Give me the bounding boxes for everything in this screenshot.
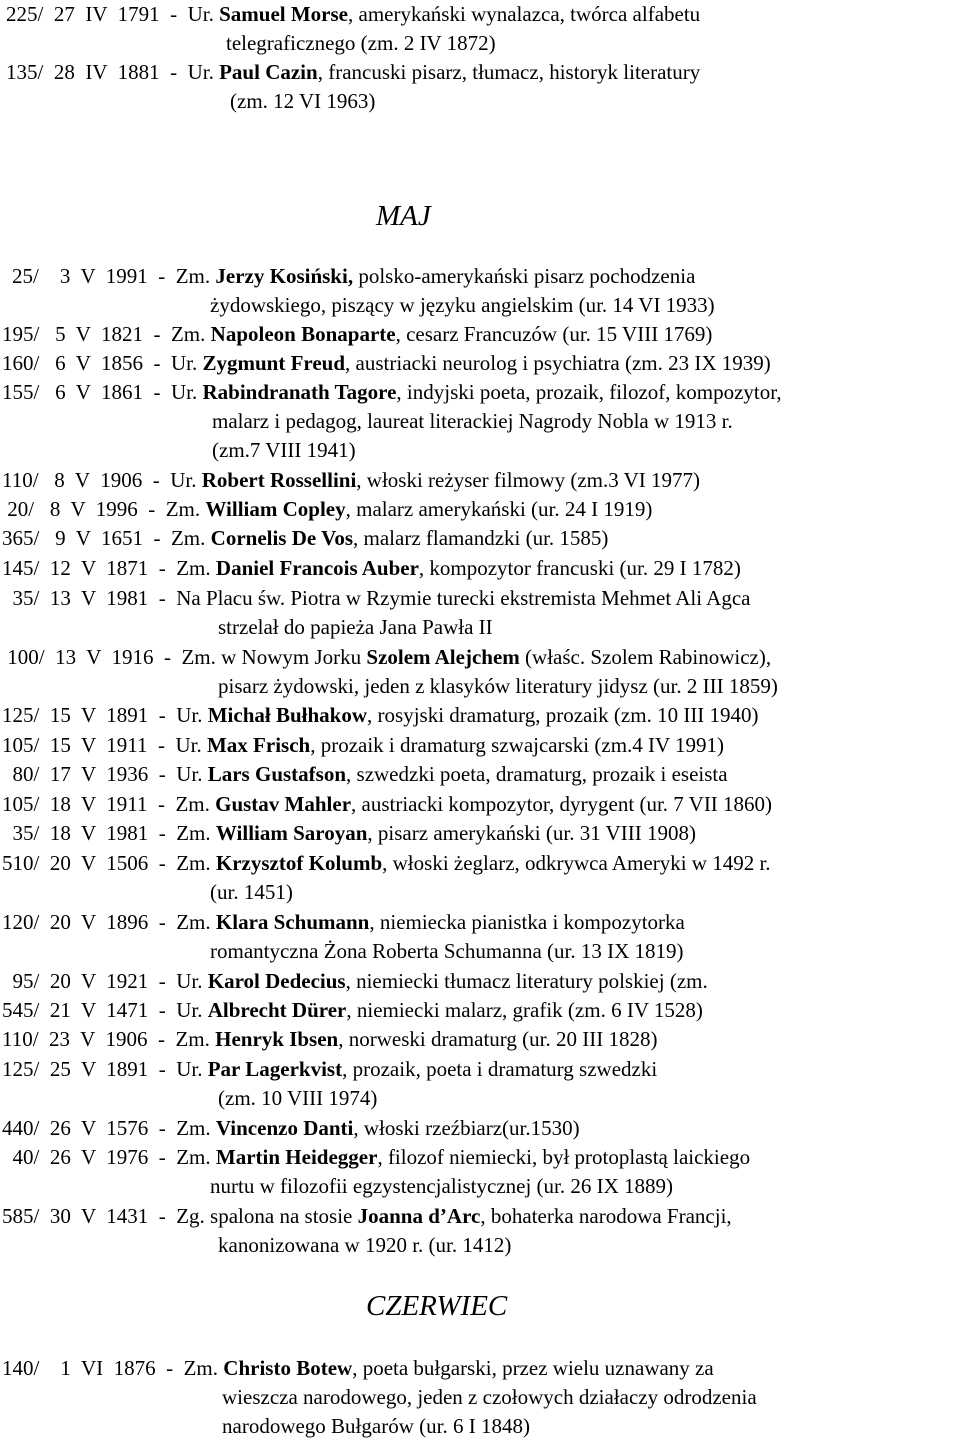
entry-continuation: romantyczna Żona Roberta Schumanna (ur. 13 IX 1819) — [210, 939, 684, 963]
entry-line: 195/ 5 V 1821 - Zm. Napoleon Bonaparte, cesarz Francuzów (ur. 15 VIII 1769) — [2, 322, 713, 346]
entry-continuation: telegraficznego (zm. 2 IV 1872) — [226, 31, 496, 55]
entry-line: 110/ 23 V 1906 - Zm. Henryk Ibsen, norweski dramaturg (ur. 20 III 1828) — [2, 1027, 658, 1051]
entry-line: 95/ 20 V 1921 - Ur. Karol Dedecius, niemiecki tłumacz literatury polskiej (zm. — [2, 969, 708, 993]
entry-line: 365/ 9 V 1651 - Zm. Cornelis De Vos, malarz flamandzki (ur. 1585) — [2, 526, 609, 550]
entry-continuation: malarz i pedagog, laureat literackiej Nagrody Nobla w 1913 r. — [212, 409, 733, 433]
entry-line: 510/ 20 V 1506 - Zm. Krzysztof Kolumb, włoski żeglarz, odkrywca Ameryki w 1492 r. — [2, 851, 771, 875]
entry-line: 40/ 26 V 1976 - Zm. Martin Heidegger, filozof niemiecki, był protoplastą laickiego — [2, 1145, 751, 1169]
entry-line: 155/ 6 V 1861 - Ur. Rabindranath Tagore, indyjski poeta, prozaik, filozof, kompozytor, — [2, 380, 782, 404]
entry-line: 125/ 15 V 1891 - Ur. Michał Bułhakow, rosyjski dramaturg, prozaik (zm. 10 III 1940) — [2, 703, 759, 727]
entry-line: 145/ 12 V 1871 - Zm. Daniel Francois Auber, kompozytor francuski (ur. 29 I 1782) — [2, 556, 741, 580]
entry-continuation: (ur. 1451) — [210, 880, 293, 904]
entry-line: 35/ 13 V 1981 - Na Placu św. Piotra w Rzymie turecki ekstremista Mehmet Ali Agca — [2, 586, 751, 610]
entry-line: 160/ 6 V 1856 - Ur. Zygmunt Freud, austriacki neurolog i psychiatra (zm. 23 IX 1939) — [2, 351, 771, 375]
entry-continuation: strzelał do papieża Jana Pawła II — [218, 615, 493, 639]
entry-line: 545/ 21 V 1471 - Ur. Albrecht Dürer, niemiecki malarz, grafik (zm. 6 IV 1528) — [2, 998, 703, 1022]
entry-continuation: wieszcza narodowego, jeden z czołowych działaczy odrodzenia — [222, 1385, 757, 1409]
entry-continuation: pisarz żydowski, jeden z klasyków literatury jidysz (ur. 2 III 1859) — [218, 674, 778, 698]
entry-line: 110/ 8 V 1906 - Ur. Robert Rossellini, włoski reżyser filmowy (zm.3 VI 1977) — [2, 468, 701, 492]
entry-continuation: kanonizowana w 1920 r. (ur. 1412) — [218, 1233, 512, 1257]
entry-line: 440/ 26 V 1576 - Zm. Vincenzo Danti, włoski rzeźbiarz(ur.1530) — [2, 1116, 580, 1140]
entry-continuation: (zm.7 VIII 1941) — [212, 438, 356, 462]
section-heading-june: CZERWIEC — [366, 1290, 508, 1322]
entry-line: 135/ 28 IV 1881 - Ur. Paul Cazin, francuski pisarz, tłumacz, historyk literatury — [6, 60, 701, 84]
entry-line: 105/ 18 V 1911 - Zm. Gustav Mahler, austriacki kompozytor, dyrygent (ur. 7 VII 1860) — [2, 792, 773, 816]
entry-line: 20/ 8 V 1996 - Zm. William Copley, malarz amerykański (ur. 24 I 1919) — [2, 497, 653, 521]
section-heading-may: MAJ — [376, 200, 431, 232]
entry-line: 225/ 27 IV 1791 - Ur. Samuel Morse, amerykański wynalazca, twórca alfabetu — [6, 2, 701, 26]
entry-continuation: narodowego Bułgarów (ur. 6 I 1848) — [222, 1414, 530, 1438]
entry-line: 105/ 15 V 1911 - Ur. Max Frisch, prozaik i dramaturg szwajcarski (zm.4 IV 1991) — [2, 733, 725, 757]
entry-line: 35/ 18 V 1981 - Zm. William Saroyan, pisarz amerykański (ur. 31 VIII 1908) — [2, 821, 696, 845]
entry-line: 25/ 3 V 1991 - Zm. Jerzy Kosiński, polsko-amerykański pisarz pochodzenia — [12, 264, 696, 288]
entry-continuation: (zm. 10 VIII 1974) — [218, 1086, 378, 1110]
entry-line: 80/ 17 V 1936 - Ur. Lars Gustafson, szwedzki poeta, dramaturg, prozaik i eseista — [2, 762, 728, 786]
entry-continuation: (zm. 12 VI 1963) — [230, 89, 376, 113]
entry-line: 140/ 1 VI 1876 - Zm. Christo Botew, poeta bułgarski, przez wielu uznawany za — [2, 1356, 714, 1380]
entry-line: 120/ 20 V 1896 - Zm. Klara Schumann, niemiecka pianistka i kompozytorka — [2, 910, 685, 934]
entry-line: 100/ 13 V 1916 - Zm. w Nowym Jorku Szolem Alejchem (właśc. Szolem Rabinowicz), — [2, 645, 772, 669]
entry-line: 585/ 30 V 1431 - Zg. spalona na stosie Joanna d’Arc, bohaterka narodowa Francji, — [2, 1204, 732, 1228]
entry-line: 125/ 25 V 1891 - Ur. Par Lagerkvist, prozaik, poeta i dramaturg szwedzki — [2, 1057, 658, 1081]
entry-continuation: żydowskiego, piszący w języku angielskim (ur. 14 VI 1933) — [210, 293, 715, 317]
entry-continuation: nurtu w filozofii egzystencjalistycznej (ur. 26 IX 1889) — [210, 1174, 674, 1198]
